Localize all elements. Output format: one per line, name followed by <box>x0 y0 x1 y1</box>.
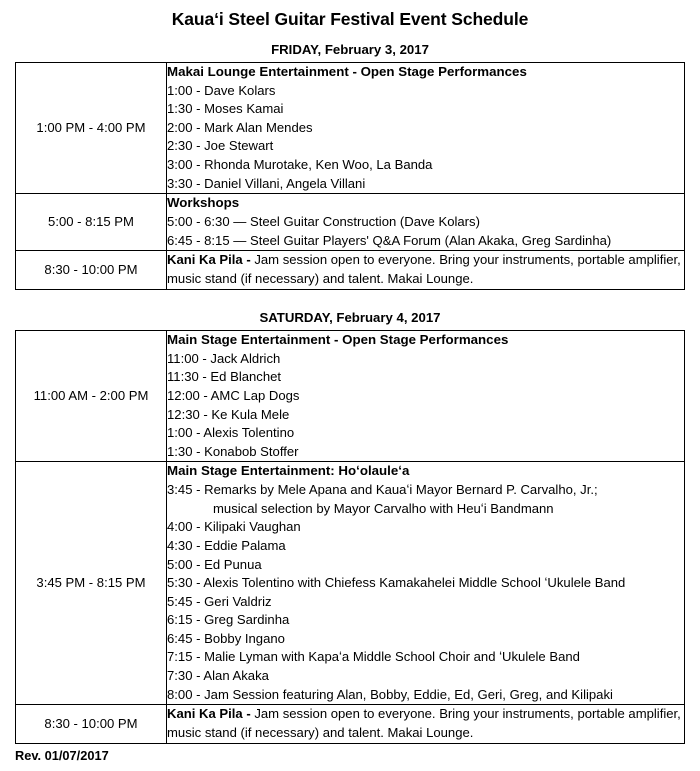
detail-cell <box>167 331 685 462</box>
schedule-entry: 7:30 - Alan Akaka <box>167 668 269 684</box>
schedule-entry: 1:30 - Moses Kamai <box>167 101 284 117</box>
block-title: Makai Lounge Entertainment - Open Stage Performances <box>167 63 527 79</box>
block-title: Workshops <box>167 195 240 211</box>
schedule-entry: 8:00 - Jam Session featuring Alan, Bobby, Eddie, Ed, Geri, Greg, and Kilipaki <box>167 686 613 702</box>
schedule-entry: 11:00 - Jack Aldrich <box>167 350 281 366</box>
detail-cell <box>167 194 685 251</box>
detail-cell <box>167 462 685 705</box>
days-container <box>15 42 685 744</box>
table-row <box>16 705 685 744</box>
schedule-entry: 2:30 - Joe Stewart <box>167 138 274 154</box>
section-spacer <box>15 290 685 298</box>
schedule-entry: 6:45 - 8:15 — Steel Guitar Players' Q&A Forum (Alan Akaka, Greg Sardinha) <box>167 232 612 248</box>
schedule-entry: 5:00 - 6:30 — Steel Guitar Construction (Dave Kolars) <box>167 214 480 230</box>
revision-footer: Rev. 01/07/2017 <box>15 747 109 763</box>
schedule-entry: 2:00 - Mark Alan Mendes <box>167 119 313 135</box>
schedule-entry: 6:45 - Bobby Ingano <box>167 630 285 646</box>
schedule-entry: 5:45 - Geri Valdriz <box>167 593 272 609</box>
schedule-entry: 6:15 - Greg Sardinha <box>167 612 290 628</box>
block-title: Main Stage Entertainment: Hoʻolauleʻa <box>167 463 410 479</box>
paragraph-body: Jam session open to everyone. Bring your instruments, portable amplifier, music stand (if necessary) and talent. Makai Lounge. <box>167 706 681 741</box>
table-row <box>16 251 685 290</box>
schedule-entry: 1:00 - Alexis Tolentino <box>167 425 295 441</box>
schedule-page <box>0 9 700 771</box>
schedule-entry: 7:15 - Malie Lyman with Kapaʻa Middle School Choir and ʻUkulele Band <box>167 649 580 665</box>
schedule-entry: 1:00 - Dave Kolars <box>167 82 276 98</box>
time-cell: 8:30 - 10:00 PM <box>16 251 167 290</box>
time-cell: 8:30 - 10:00 PM <box>16 705 167 744</box>
time-cell: 5:00 - 8:15 PM <box>16 194 167 251</box>
paragraph-lead: Kani Ka Pila - <box>167 252 251 268</box>
schedule-entry: 1:30 - Konabob Stoffer <box>167 443 299 459</box>
schedule-entry: 5:00 - Ed Punua <box>167 556 262 572</box>
schedule-entry: 12:00 - AMC Lap Dogs <box>167 388 300 404</box>
paragraph-block <box>167 251 684 289</box>
block-title: Main Stage Entertainment - Open Stage Performances <box>167 332 509 348</box>
detail-cell <box>167 705 685 744</box>
schedule-entry: 3:30 - Daniel Villani, Angela Villani <box>167 175 366 191</box>
schedule-entry: 5:30 - Alexis Tolentino with Chiefess Kamakahelei Middle School ʻUkulele Band <box>167 575 626 591</box>
schedule-entry: 3:45 - Remarks by Mele Apana and Kauaʻi Mayor Bernard P. Carvalho, Jr.; <box>167 482 598 498</box>
schedule-table <box>15 330 685 744</box>
paragraph-block <box>167 705 684 743</box>
paragraph-lead: Kani Ka Pila - <box>167 706 251 722</box>
table-row <box>16 194 685 251</box>
day-heading: FRIDAY, February 3, 2017 <box>271 42 429 57</box>
table-row <box>16 62 685 193</box>
schedule-entry: 4:30 - Eddie Palama <box>167 537 286 553</box>
schedule-entry: 11:30 - Ed Blanchet <box>167 369 282 385</box>
schedule-table <box>15 62 685 290</box>
time-cell: 11:00 AM - 2:00 PM <box>16 331 167 462</box>
detail-cell <box>167 62 685 193</box>
schedule-entry: 4:00 - Kilipaki Vaughan <box>167 519 301 535</box>
schedule-entry: musical selection by Mayor Carvalho with Heuʻi Bandmann <box>213 500 554 516</box>
time-cell: 1:00 PM - 4:00 PM <box>16 62 167 193</box>
paragraph-body: Jam session open to everyone. Bring your instruments, portable amplifier, music stand (if necessary) and talent. Makai Lounge. <box>167 252 681 287</box>
table-row <box>16 462 685 705</box>
day-heading: SATURDAY, February 4, 2017 <box>259 310 441 326</box>
table-row <box>16 331 685 462</box>
schedule-entry: 12:30 - Ke Kula Mele <box>167 406 290 422</box>
page-title: Kauaʻi Steel Guitar Festival Event Schedule <box>171 9 529 29</box>
schedule-entry: 3:00 - Rhonda Murotake, Ken Woo, La Banda <box>167 157 433 173</box>
time-cell: 3:45 PM - 8:15 PM <box>16 462 167 705</box>
detail-cell <box>167 251 685 290</box>
